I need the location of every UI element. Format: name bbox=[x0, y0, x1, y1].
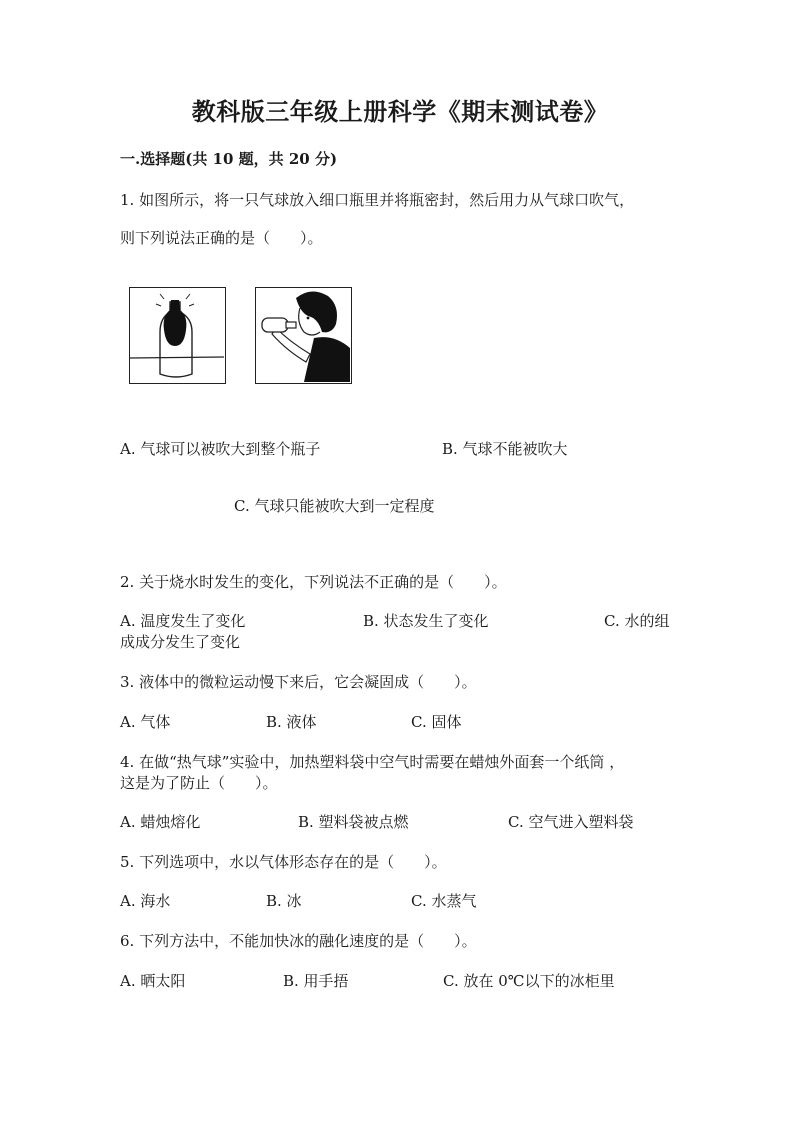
page-title: 教科版三年级上册科学《期末测试卷》 bbox=[191, 97, 609, 126]
bottle-figure bbox=[129, 287, 226, 384]
question-3-stem: 3. 液体中的微粒运动慢下来后，它会凝固成（ ）。 bbox=[120, 673, 477, 691]
question-6-option-b: B. 用手捂 bbox=[283, 972, 349, 990]
question-3-option-c: C. 固体 bbox=[411, 713, 462, 731]
question-1-stem-line-2: 则下列说法正确的是（ ）。 bbox=[120, 229, 323, 247]
question-1-stem-line-1: 1. 如图所示，将一只气球放入细口瓶里并将瓶密封，然后用力从气球口吹气， bbox=[120, 191, 635, 209]
question-6-option-c: C. 放在 0℃以下的冰柜里 bbox=[443, 972, 615, 990]
question-5-option-b: B. 冰 bbox=[266, 892, 302, 910]
question-1-option-b: B. 气球不能被吹大 bbox=[442, 440, 568, 458]
question-2-option-a: A. 温度发生了变化 bbox=[120, 612, 246, 630]
question-4-option-a: A. 蜡烛熔化 bbox=[120, 813, 201, 831]
question-6-stem: 6. 下列方法中，不能加快冰的融化速度的是（ ）。 bbox=[120, 932, 477, 950]
question-2-option-c: C. 水的组 bbox=[604, 612, 670, 630]
question-3-option-a: A. 气体 bbox=[120, 713, 171, 731]
person-blowing-figure bbox=[255, 287, 352, 384]
question-2-option-b: B. 状态发生了变化 bbox=[363, 612, 489, 630]
question-4-option-c: C. 空气进入塑料袋 bbox=[508, 813, 634, 831]
question-6-option-a: A. 晒太阳 bbox=[120, 972, 186, 990]
question-5-option-c: C. 水蒸气 bbox=[411, 892, 477, 910]
question-4-stem-line-2: 这是为了防止（ ）。 bbox=[120, 774, 278, 792]
question-5-stem: 5. 下列选项中，水以气体形态存在的是（ ）。 bbox=[120, 853, 447, 871]
section-title: 一.选择题(共 10 题，共 20 分) bbox=[120, 150, 338, 168]
question-4-stem-line-1: 4. 在做“热气球”实验中，加热塑料袋中空气时需要在蜡烛外面套一个纸筒 ， bbox=[120, 753, 625, 771]
question-2-option-c-continued: 成成分发生了变化 bbox=[120, 633, 241, 651]
question-2-stem: 2. 关于烧水时发生的变化，下列说法不正确的是（ ）。 bbox=[120, 573, 507, 591]
question-1-option-c: C. 气球只能被吹大到一定程度 bbox=[234, 497, 435, 515]
question-1-option-a: A. 气球可以被吹大到整个瓶子 bbox=[120, 440, 321, 458]
question-5-option-a: A. 海水 bbox=[120, 892, 171, 910]
question-3-option-b: B. 液体 bbox=[266, 713, 317, 731]
question-4-option-b: B. 塑料袋被点燃 bbox=[298, 813, 409, 831]
